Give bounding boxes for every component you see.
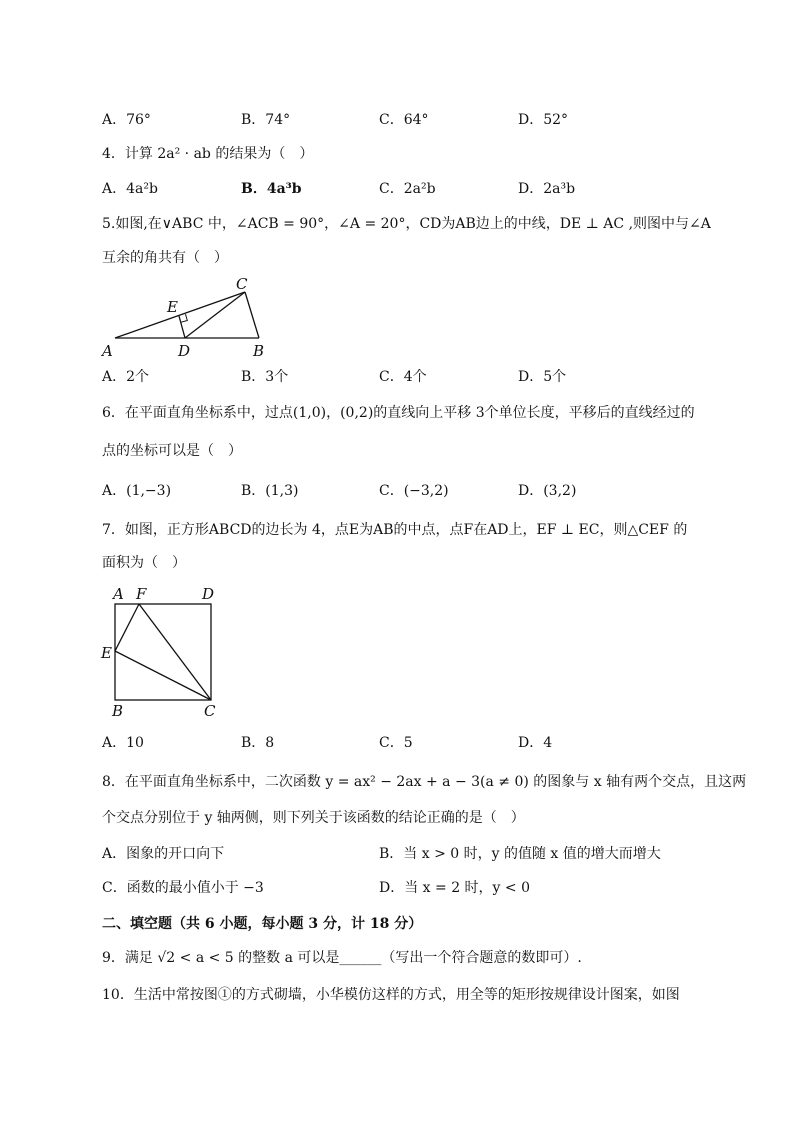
- q4-option-a: A．4a²b: [102, 181, 158, 197]
- q4-options: [102, 179, 702, 199]
- q8-options-row1: [102, 843, 702, 865]
- q7-option-d: D．4: [518, 735, 553, 751]
- q5-option-a: A．2个: [102, 369, 150, 385]
- q6-option-d: D．(3,2): [518, 483, 577, 499]
- q3-option-b: B．74°: [241, 112, 291, 128]
- q6-stem-line2: 点的坐标可以是（ ）: [102, 443, 242, 459]
- q5-option-c: C．4个: [379, 369, 427, 385]
- q5-label-b: B: [253, 342, 265, 360]
- q5-stem-line1: 5.如图,在∨ABC 中，∠ACB = 90°，∠A = 20°，CD为AB边上的中线，DE ⊥ AC ,则图中与∠A: [102, 216, 711, 232]
- q8-option-d: D．当 x = 2 时，y < 0: [379, 880, 531, 896]
- q5-option-b: B．3个: [241, 369, 289, 385]
- q7-option-a: A．10: [102, 735, 144, 751]
- q7-stem-line2: 面积为（ ）: [102, 555, 186, 571]
- q7-option-b: B．8: [241, 735, 275, 751]
- q3-option-a: A．76°: [102, 112, 151, 128]
- q5-label-e: E: [167, 298, 178, 316]
- q8-option-b: B．当 x > 0 时，y 的值随 x 值的增大而增大: [379, 846, 661, 862]
- q3-option-d: D．52°: [518, 112, 569, 128]
- q6-option-a: A．(1,−3): [102, 483, 172, 499]
- q3-option-c: C．64°: [379, 112, 429, 128]
- q3-options: [102, 110, 702, 130]
- q6-stem-line1: 6．在平面直角坐标系中，过点(1,0)，(0,2)的直线向上平移 3个单位长度，平移后的直线经过的: [102, 405, 695, 421]
- q7-options: [102, 733, 702, 753]
- q5-triangle-figure: [95, 272, 285, 362]
- q7-label-c: C: [204, 702, 216, 719]
- q5-stem-line2: 互余的角共有（ ）: [102, 250, 228, 266]
- q8-option-c: C．函数的最小值小于 −3: [102, 880, 264, 896]
- q4-option-d: D．2a³b: [518, 181, 576, 197]
- q8-options-row2: [102, 877, 702, 899]
- q10-stem: 10．生活中常按图①的方式砌墙，小华模仿这样的方式，用全等的矩形按规律设计图案，如图: [102, 987, 680, 1003]
- q6-options: [102, 481, 702, 501]
- q7-label-e: E: [101, 644, 112, 662]
- q5-label-a: A: [102, 342, 113, 360]
- q8-stem-line2: 个交点分别位于 y 轴两侧，则下列关于该函数的结论正确的是（ ）: [102, 810, 525, 826]
- q5-options: [102, 367, 702, 387]
- q5-label-d: D: [178, 342, 191, 360]
- q9-stem: 9．满足 √2 < a < 5 的整数 a 可以是______（写出一个符合题意的数即可）.: [102, 950, 582, 966]
- q4-option-b: B．4a³b: [241, 181, 302, 197]
- q7-option-c: C．5: [379, 735, 413, 751]
- q5-label-c: C: [236, 275, 248, 293]
- q7-label-b: B: [112, 702, 124, 719]
- q6-option-c: C．(−3,2): [379, 483, 449, 499]
- section-2-heading: 二、填空题（共 6 小题，每小题 3 分，计 18 分）: [102, 916, 423, 932]
- q6-option-b: B．(1,3): [241, 483, 299, 499]
- q7-label-a: A: [113, 585, 124, 603]
- q7-label-d: D: [202, 585, 215, 603]
- q5-option-d: D．5个: [518, 369, 567, 385]
- q8-stem-line1: 8．在平面直角坐标系中，二次函数 y = ax² − 2ax + a − 3(a ≠ 0) 的图象与 x 轴有两个交点，且这两: [102, 774, 747, 790]
- q4-stem: 4．计算 2a² · ab 的结果为（ ）: [102, 146, 314, 162]
- q7-label-f: F: [136, 585, 147, 603]
- q4-option-c: C．2a²b: [379, 181, 436, 197]
- q7-square-figure: [98, 584, 228, 719]
- q8-option-a: A．图象的开口向下: [102, 846, 225, 862]
- q7-stem-line1: 7．如图，正方形ABCD的边长为 4，点E为AB的中点，点F在AD上，EF ⊥ EC，则△CEF 的: [102, 522, 688, 538]
